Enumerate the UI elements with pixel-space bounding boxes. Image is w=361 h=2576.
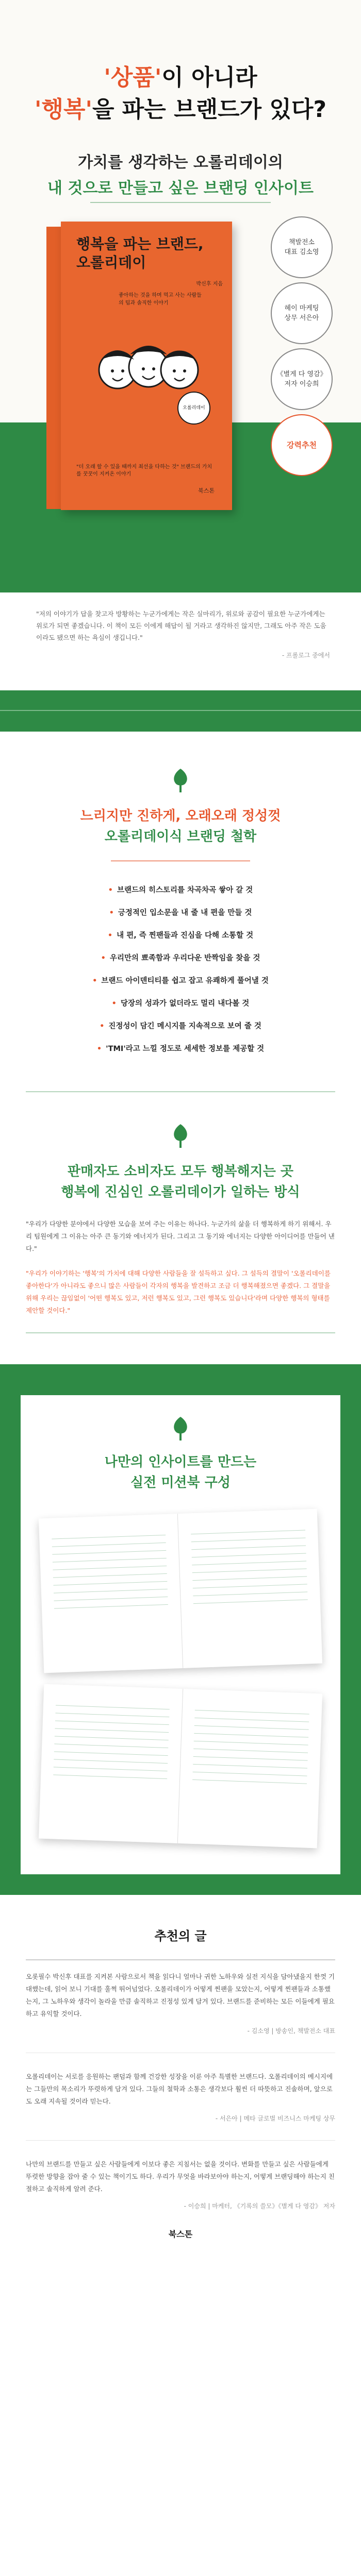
recommendation-item [0,2071,361,2123]
recommendation-item [0,2158,361,2210]
recommendation-source: - 이승희 | 마케터, 《기록의 쓸모》《별게 다 영감》 저자 [184,2202,335,2210]
bullet-icon: • [100,1022,105,1030]
recommendation-text: 나만의 브랜드를 만들고 싶은 사람들에게 이보다 좋은 지침서는 없을 것이다. 변화를 만들고 싶은 사람들에게 뚜렷한 방향을 잡아 줄 수 있는 책이기도 하다. 우리가 무엇을 바라보아야 하는지, 어떻게 브랜딩해야 하는지 친절하고 솔직하게 알려 준다. [26,2160,335,2193]
section-title: 나만의 인사이트를 만드는 [104,1454,257,1470]
book-note: "더 오래 할 수 있을 때까지 최선을 다하는 것" 브랜드의 가치를 꿋꿋이 지켜온 이야기 [76,464,212,477]
bullet-icon: • [107,931,113,940]
endorser-org: 《별게 다 영감》 [276,370,327,378]
hero-title-text-1: 이 아니라 [161,64,257,91]
quote-source: - 프롤로그 중에서 [282,652,330,659]
endorser-name: 저자 이승희 [284,380,319,388]
mission-page [39,1684,322,1849]
list-item [0,1015,361,1038]
list-item-text: 당장의 성과가 없더라도 멀리 내다볼 것 [120,999,250,1008]
recommendations-section [0,1895,361,2240]
bullet-icon: • [101,954,106,962]
book-title: 행복을 파는 브랜드, 오롤리데이 [76,235,204,271]
book-cover [46,222,232,510]
book-front [61,222,232,510]
list-item [0,947,361,970]
recommendation-separator [26,2140,335,2141]
book-illustration-icon [92,339,205,401]
strong-recommend-badge [271,414,333,476]
recommendations-rule [26,1959,335,1960]
hero-section [0,0,361,592]
philosophy-list [0,879,361,1060]
endorser-org: 헤이 마케팅 [284,304,319,312]
branding-philosophy-section [0,732,361,1092]
quote-text: "저의 이야기가 답을 찾고자 방황하는 누군가에게는 작은 실마리가, 위로와 공감이 필요한 누군가에게는 위로가 되면 좋겠습니다. 이 책이 모든 이에게 해답이 될 거라고 생각하진 않지만, 그래도 아주 작은 도움이라도 됐으면 하는 욕심이 생깁니다." [36,610,326,641]
section-divider [26,1332,335,1333]
section-title: 판매자도 소비자도 모두 행복해지는 곳 [67,1164,294,1179]
mission-book-section [0,1364,361,1895]
bullet-icon: • [111,999,117,1008]
list-item-text: 내 편, 즉 찐팬들과 진심을 다해 소통할 것 [117,931,254,940]
mission-page-left [39,1514,183,1673]
tree-icon [170,1123,191,1149]
hero-underline [90,202,271,203]
section-subtitle: 실전 미션북 구성 [130,1475,231,1490]
publisher-logo: 북스톤 [168,2229,193,2239]
list-item [0,992,361,1015]
mission-page-right [178,1509,322,1668]
list-item [0,1038,361,1060]
method-quote-2: "우리가 이야기하는 '행복'의 가치에 대해 다양한 사람들을 잘 설득하고 싶다. 그 설득의 결말이 '오롤리데이를 좋아한다'가 아니라도 좋으니 많은 사람들이 각자의 행복을 발견하고 조금 더 행복해졌으면 좋겠다. 그 결말을 위해 우리는 끊임없이 '어떤 행복도 있고, 저런 행복도 있고, 그런 행복도 있습니다'라며 다양한 행복의 형태를 제안할 것이다." [26,1269,331,1314]
book-spine [46,227,61,509]
endorser-list [268,216,335,480]
bullet-icon: • [108,886,113,894]
list-item-text: 'TMI'라고 느낄 정도로 세세한 정보를 제공할 것 [106,1045,265,1053]
list-item [0,970,361,992]
hero-subtitle-accent: 내 것으로 만들고 싶은 브랜딩 인사이트 [47,179,314,197]
recommendation-source: - 서은아 | 메타 글로벌 비즈니스 마케팅 상무 [215,2115,335,2122]
hero-title [0,62,361,126]
recommendation-text: 오롯필수 박신후 대표를 지켜본 사람으로서 책을 읽다니 얼마나 귀한 노하우와 실전 지식을 담아냈을지 한껏 기대했는데, 읽어 보니 기대를 훌쩍 뛰어넘었다. 오롤리데이가 어떻게 찐팬을 모았는지, 어떻게 찐팬들과 소통했는지, 그 노하우와 생각이 놀라울 만큼 솔직하고 진정성 있게 담겨 있다. 브랜드를 준비하는 모든 이들에게 필요하고 유익할 것이다. [26,1973,335,2018]
mission-page [39,1509,322,1673]
list-item-text: 긍정적인 입소문을 내 줄 내 편을 만들 것 [118,909,252,917]
mission-page-right [178,1689,322,1848]
prologue-quote [0,592,361,690]
endorser-org: 책발전소 [288,239,315,246]
book-publisher: 북스톤 [198,487,215,494]
tree-icon [170,1416,191,1442]
list-item [0,902,361,924]
book-blurb: 좋아하는 것을 하며 먹고 사는 사람들의 팁과 솔직한 이야기 [119,293,202,306]
endorser-name: 상무 서은아 [284,314,319,322]
method-quotes [26,1218,335,1317]
hero-title-highlight-1: '상품' [104,64,162,91]
bullet-icon: • [109,909,114,917]
bullet-icon: • [92,977,97,985]
section-rule [111,860,250,861]
hero-title-text-2: 을 파는 브랜드가 있다? [92,96,326,123]
list-item-text: 진정성이 담긴 메시지를 지속적으로 보여 줄 것 [108,1022,261,1030]
work-method-section [0,1092,361,1333]
method-quote-1: "우리가 다양한 분야에서 다양한 모습을 보여 주는 이유는 하나다. 누군가의 삶을 더 행복하게 하기 위해서. 우리 팀원에게 그 이유는 아주 큰 동기와 에너지가 된다. 그리고 그 동기와 에너지는 다양한 아이디어를 만들어 낸다." [26,1220,335,1252]
hero-title-highlight-2: '행복' [35,96,92,123]
endorser-circle [271,216,333,278]
endorser-circle [271,282,333,344]
recommendations-title: 추천의 글 [154,1929,207,1943]
section-subtitle: 행복에 진심인 오롤리데이가 일하는 방식 [61,1184,300,1200]
mission-book-panel [21,1395,340,1874]
endorser-name: 대표 김소영 [284,248,319,256]
strong-recommend-label: 강력추천 [287,440,317,450]
recommendation-source: - 김소영 | 방송인, 책발전소 대표 [247,2027,335,2035]
list-item-text: 브랜드 아이덴티티를 쉽고 잡고 유쾌하게 풀어낼 것 [101,977,269,985]
recommendation-item [0,1971,361,2035]
section-title: 느리지만 진하게, 오래오래 정성껏 [80,808,281,824]
green-divider-banner [0,690,361,732]
endorser-circle [271,348,333,410]
list-item-text: 우리만의 뾰족함과 우리다운 반짝임을 찾을 것 [109,954,260,962]
book-author: 박신후 지음 [196,281,223,287]
mission-spread-2 [26,1689,335,1859]
mission-spread-1 [26,1514,335,1684]
list-item [0,879,361,902]
section-subtitle: 오롤리데이식 브랜딩 철학 [104,829,257,844]
list-item-text: 브랜드의 히스토리를 차곡차곡 쌓아 갈 것 [117,886,253,894]
recommendation-text: 오롤리데이는 서로를 응원하는 팬덤과 함께 건강한 성장을 이룬 아주 특별한 브랜드다. 오롤리데이의 메시지에는 그들만의 목소리가 뚜렷하게 담겨 있다. 그들의 철학과 소통은 생각보다 훨씬 더 따뜻하고 진솔하며, 앞으로도 오래 지속될 것이라 믿는다. [26,2073,333,2105]
banner-line [0,710,361,711]
hero-subtitle: 가치를 생각하는 오롤리데이의 [78,154,283,172]
mission-page-left [39,1684,183,1843]
bullet-icon: • [96,1045,102,1053]
tree-icon [170,768,191,793]
book-badge: 오롤리데이 [177,392,210,425]
list-item [0,924,361,947]
